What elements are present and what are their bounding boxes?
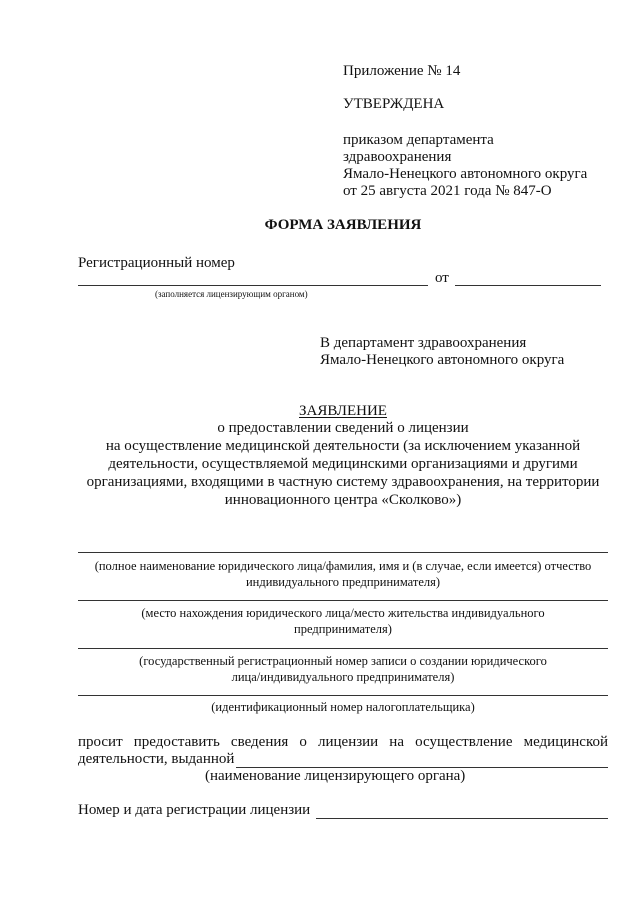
statement-line: на осуществление медицинской деятельности (за исключением указанной [105,438,581,454]
field-caption: (государственный регистрационный номер записи о создании юридического [139,654,547,668]
registration-number-field[interactable] [78,285,428,286]
approved-stamp: УТВЕРЖДЕНА [343,96,445,112]
addressee-line: Ямало-Ненецкого автономного округа [320,352,565,368]
order-line: от 25 августа 2021 года № 847-О [343,183,552,199]
statement-line: организациями, входящими в частную систему здравоохранения, на территории [86,474,600,490]
statement-line: инновационного центра «Сколково») [224,492,462,508]
statement-heading-text: ЗАЯВЛЕНИЕ [299,403,387,419]
request-text: просит предоставить сведения о лицензии на осуществление медицинской [78,734,608,750]
applicant-name-field[interactable] [78,552,608,553]
appendix-number: Приложение № 14 [343,63,461,79]
registration-note: (заполняется лицензирующим органом) [155,289,308,299]
field-caption: (место нахождения юридического лица/место жительства индивидуального [141,606,545,620]
applicant-address-field[interactable] [78,600,608,601]
issuing-authority-caption: (наименование лицензирующего органа) [205,768,466,784]
taxpayer-id-field[interactable] [78,695,608,696]
issuing-authority-row [78,750,608,768]
field-caption: (идентификационный номер налогоплательщика) [211,700,475,714]
license-number-label: Номер и дата регистрации лицензии [78,802,311,818]
field-caption: лица/индивидуального предпринимателя) [231,670,455,684]
issuing-authority-field[interactable] [236,753,608,768]
statement-line: о предоставлении сведений о лицензии [217,420,469,436]
order-line: Ямало-Ненецкого автономного округа [343,166,588,182]
statement-line: деятельности, осуществляемой медицинскими организациями и другими [108,456,578,472]
order-line: здравоохранения [343,149,452,165]
order-line: приказом департамента [343,132,494,148]
license-number-row [78,801,608,819]
form-title: ФОРМА ЗАЯВЛЕНИЯ [264,217,422,233]
addressee-line: В департамент здравоохранения [320,335,527,351]
field-caption: индивидуального предпринимателя) [245,575,441,589]
field-caption: (полное наименование юридического лица/фамилия, имя и (в случае, если имеется) отчество [94,559,592,573]
registration-label: Регистрационный номер [78,255,235,271]
state-registration-number-field[interactable] [78,648,608,649]
field-caption: предпринимателя) [294,622,392,636]
registration-from-label: от [435,270,449,286]
registration-date-field[interactable] [455,285,601,286]
statement-heading [0,402,640,420]
license-number-field[interactable] [316,804,608,819]
request-text-prefix: деятельности, выданной [78,751,235,767]
